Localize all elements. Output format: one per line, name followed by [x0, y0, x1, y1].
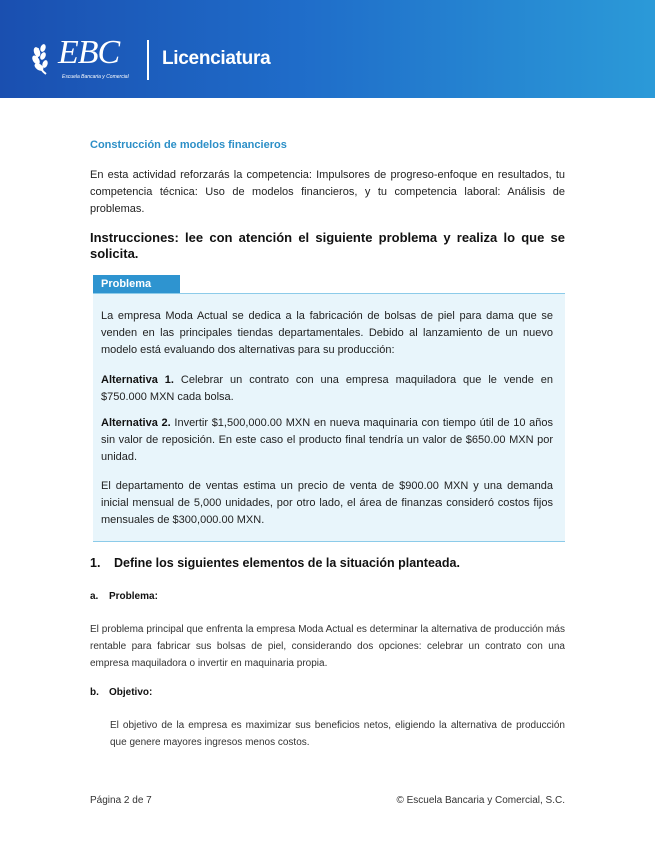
subheading-objetivo	[90, 687, 565, 698]
logo-subtitle: Escuela Bancaria y Comercial	[62, 74, 129, 80]
section-title: Construcción de modelos financieros	[90, 139, 287, 151]
demand-paragraph: El departamento de ventas estima un precio de venta de $900.00 MXN y una demanda inicial mensual de 5,000 unidades, por otro lado, el área de finanzas consideró costos fijos mensuales de $300,000.00 MXN.	[101, 480, 553, 526]
footer-copyright: © Escuela Bancaria y Comercial, S.C.	[396, 795, 565, 806]
alternative-2	[101, 415, 553, 466]
header-divider	[147, 40, 149, 80]
alternative-1-label: Alternativa 1.	[101, 374, 174, 386]
question-number: 1.	[90, 556, 101, 570]
subheading-b-label: Objetivo:	[109, 687, 153, 698]
page-header	[0, 0, 655, 98]
subheading-a-label: Problema:	[109, 591, 158, 602]
header-title: Licenciatura	[162, 48, 271, 69]
logo-text: EBC	[58, 34, 120, 71]
answer-problema: El problema principal que enfrenta la empresa Moda Actual es determinar la alternativa de producción más rentable para fabricar sus bolsas de piel, considerando dos opciones: celebrar un contrato con una empresa maquiladora o invertir en maquinaria propia.	[90, 624, 565, 669]
alternative-2-text: Invertir $1,500,000.00 MXN en nueva maquinaria con tiempo útil de 10 años sin valor de reposición. En este caso el producto final tendría un valor de $650.00 MXN por unidad.	[101, 417, 554, 463]
laurel-icon	[32, 42, 60, 76]
question-heading	[90, 556, 565, 570]
alternative-1	[101, 372, 553, 406]
problem-tab: Problema	[93, 275, 180, 293]
alternative-1-text: Celebrar un contrato con una empresa maquiladora que le vende en $750.000 MXN cada bolsa.	[101, 374, 553, 403]
subheading-problema	[90, 591, 565, 602]
ebc-logo	[32, 36, 142, 86]
footer-page-number: Página 2 de 7	[90, 795, 152, 806]
answer-objetivo: El objetivo de la empresa es maximizar sus beneficios netos, eligiendo la alternativa de producción que genere mayores ingresos menos costos.	[110, 720, 565, 748]
subheading-a-letter: a.	[90, 591, 99, 602]
instructions-heading: Instrucciones: lee con atención el siguiente problema y realiza lo que se solicita.	[90, 230, 565, 261]
intro-paragraph: En esta actividad reforzarás la competencia: Impulsores de progreso-enfoque en resultados, tu competencia técnica: Uso de modelos financieros, y tu competencia laboral: Análisis de problemas.	[90, 169, 565, 215]
subheading-b-letter: b.	[90, 687, 99, 698]
alternative-2-label: Alternativa 2.	[101, 417, 171, 429]
problem-box	[93, 293, 565, 542]
problem-paragraph: La empresa Moda Actual se dedica a la fabricación de bolsas de piel para dama que se venden en las principales tiendas departamentales. Debido al lanzamiento de un nuevo modelo está evaluando dos alternativas para su producción:	[101, 310, 553, 356]
question-title: Define los siguientes elementos de la situación planteada.	[114, 556, 460, 570]
